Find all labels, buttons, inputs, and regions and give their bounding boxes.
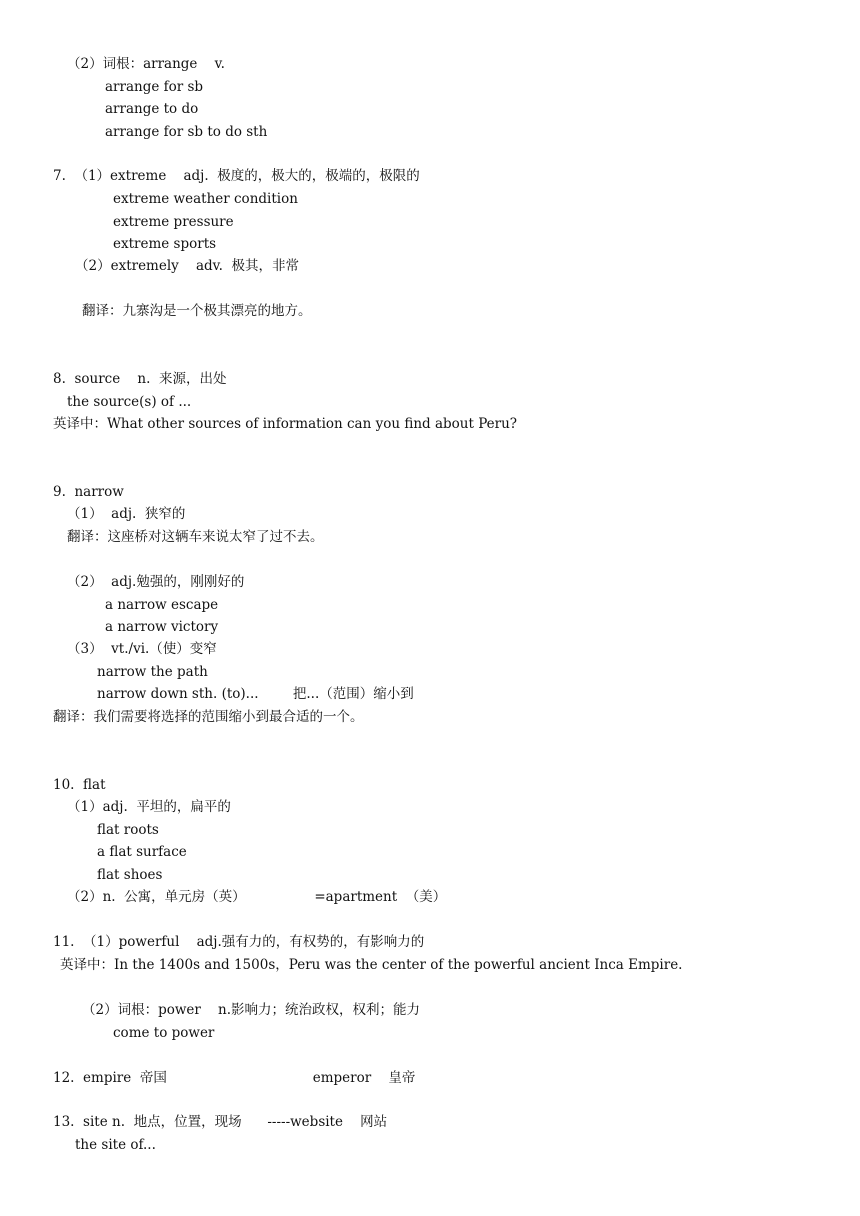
narrow-phrase-4: narrow down sth. (to)... 把...（范围）缩小到: [97, 686, 414, 702]
extremely-heading: （2）extremely adv. 极其，非常: [75, 258, 300, 274]
extreme-phrase-1: extreme weather condition: [113, 191, 298, 207]
arrange-phrase-2: arrange to do: [105, 101, 199, 117]
extreme-phrase-2: extreme pressure: [113, 214, 234, 230]
item-12-heading: 12. empire 帝国 emperor 皇帝: [53, 1070, 416, 1086]
item-8-heading: 8. source n. 来源，出处: [53, 371, 227, 387]
source-phrase: the source(s) of ...: [67, 394, 192, 410]
translation-exercise-11: 英译中：In the 1400s and 1500s，Peru was the center of the powerful ancient Inca Empire.: [60, 957, 683, 973]
translation-exercise-9a: 翻译：这座桥对这辆车来说太窄了过不去。: [67, 529, 324, 545]
item-13-heading: 13. site n. 地点，位置，现场 -----website 网站: [53, 1114, 388, 1130]
narrow-sense-2: （2） adj.勉强的，刚刚好的: [67, 574, 245, 590]
arrange-phrase-3: arrange for sb to do sth: [105, 124, 268, 140]
arrange-phrase-1: arrange for sb: [105, 79, 204, 95]
extreme-phrase-3: extreme sports: [113, 236, 217, 252]
flat-phrase-2: a flat surface: [97, 844, 187, 860]
narrow-sense-3: （3） vt./vi.（使）变窄: [67, 641, 217, 657]
item-7-heading: 7. （1）extreme adj. 极度的，极大的，极端的，极限的: [53, 168, 420, 184]
translation-exercise-7: 翻译：九寨沟是一个极其漂亮的地方。: [82, 303, 312, 319]
narrow-phrase-3: narrow the path: [97, 664, 208, 680]
item-11-heading: 11. （1）powerful adj.强有力的，有权势的，有影响力的: [53, 934, 425, 950]
power-phrase: come to power: [113, 1025, 215, 1041]
narrow-sense-1: （1） adj. 狭窄的: [67, 506, 186, 522]
narrow-phrase-2: a narrow victory: [105, 619, 219, 635]
narrow-phrase-1: a narrow escape: [105, 597, 219, 613]
flat-sense-1: （1）adj. 平坦的，扁平的: [67, 799, 231, 815]
site-phrase: the site of...: [75, 1137, 156, 1153]
power-root-heading: （2）词根：power n.影响力；统治政权，权利；能力: [82, 1002, 421, 1018]
flat-phrase-3: flat shoes: [97, 867, 163, 883]
translation-exercise-9b: 翻译：我们需要将选择的范围缩小到最合适的一个。: [53, 709, 364, 725]
item-10-heading: 10. flat: [53, 777, 106, 793]
flat-sense-2: （2）n. 公寓，单元房（英） =apartment （美）: [67, 889, 447, 905]
item-9-heading: 9. narrow: [53, 484, 124, 500]
arrange-root-heading: （2）词根：arrange v.: [67, 56, 225, 72]
translation-exercise-8: 英译中：What other sources of information can you find about Peru?: [53, 416, 518, 432]
flat-phrase-1: flat roots: [97, 822, 159, 838]
